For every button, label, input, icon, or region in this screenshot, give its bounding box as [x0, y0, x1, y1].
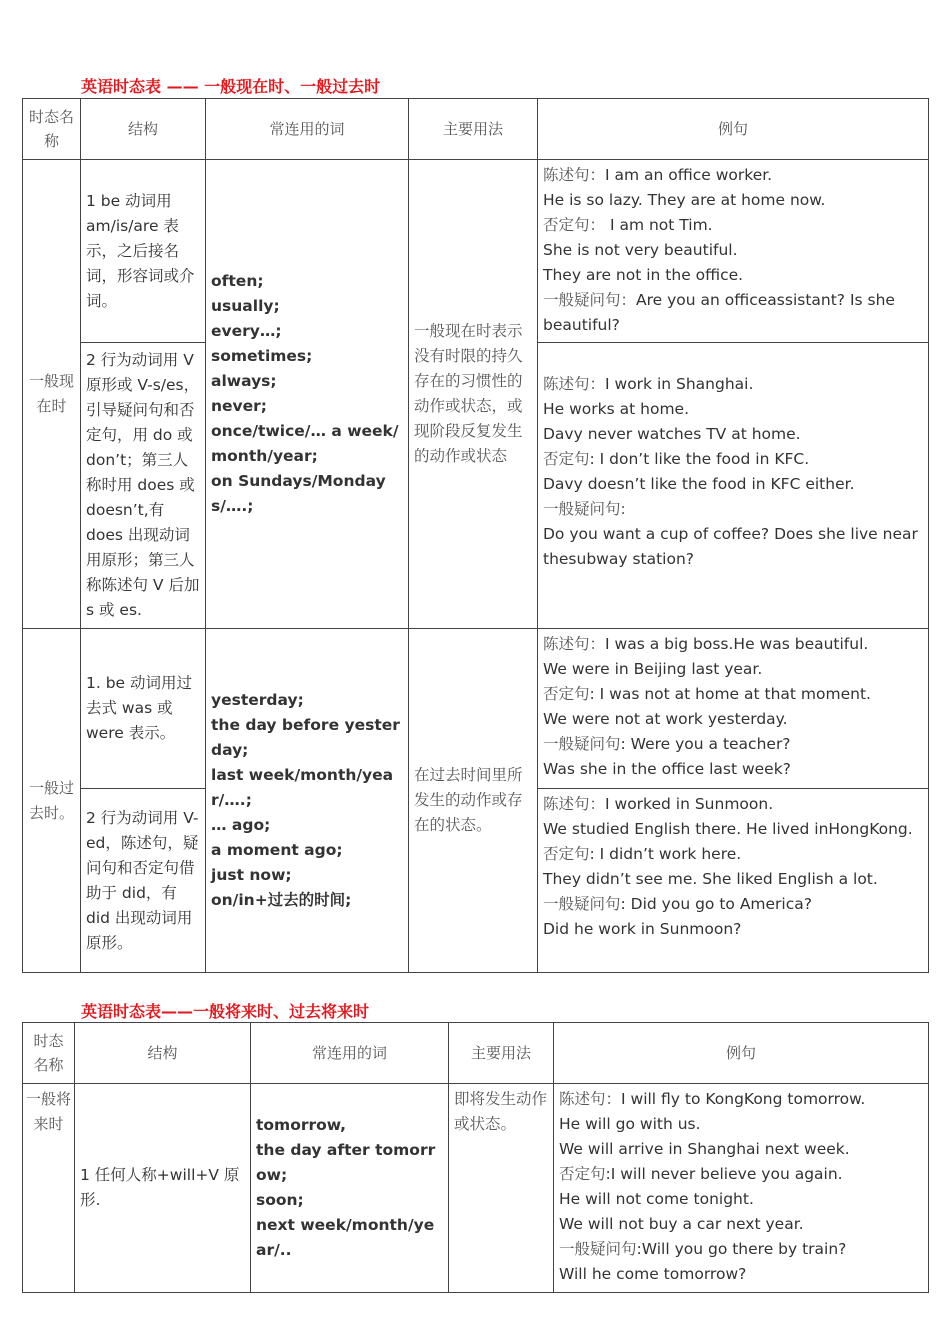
example-line: 陈述句：I worked in Sunmoon.	[543, 795, 774, 813]
example-line: 一般疑问句:Will you go there by train?	[559, 1240, 847, 1258]
usage-future: 即将发生动作或状态。	[449, 1084, 554, 1293]
example-line: We were not at work yesterday.	[543, 710, 788, 728]
word-item: sometimes;	[211, 347, 313, 365]
examples-past-1	[538, 629, 929, 789]
words-present	[206, 160, 409, 629]
word-item: every…;	[211, 322, 282, 340]
word-item: a moment ago;	[211, 841, 343, 859]
example-line: Was she in the office last week?	[543, 760, 791, 778]
header-structure: 结构	[81, 99, 206, 160]
tense-table-1	[22, 98, 929, 973]
example-line: They didn’t see me. She liked English a lot.	[543, 870, 878, 888]
header-examples: 例句	[538, 99, 929, 160]
word-item: tomorrow,	[256, 1116, 347, 1134]
example-line: He works at home.	[543, 400, 690, 418]
example-line: 否定句: I don’t like the food in KFC.	[543, 450, 810, 468]
examples-present-2	[538, 343, 929, 629]
word-item: never;	[211, 397, 268, 415]
table2-title: 英语时态表——一般将来时、过去将来时	[81, 1002, 370, 1021]
header-tense-name: 时态名称	[23, 99, 81, 160]
tense-name-future: 一般将来时	[23, 1084, 75, 1293]
words-past	[206, 629, 409, 973]
examples-future	[554, 1084, 929, 1293]
tense-table-2	[22, 1022, 929, 1293]
structure-past-1: 1. be 动词用过去式 was 或 were 表示。	[81, 629, 206, 789]
word-item: usually;	[211, 297, 280, 315]
table1-title: 英语时态表 —— 一般现在时、一般过去时	[81, 77, 381, 96]
word-item: yesterday;	[211, 691, 304, 709]
example-line: 否定句: I didn’t work here.	[543, 845, 742, 863]
example-line: We studied English there. He lived inHongKong.	[543, 820, 913, 838]
word-item: once/twice/… a week/month/year;	[211, 422, 399, 465]
word-item: just now;	[211, 866, 292, 884]
example-line: He is so lazy. They are at home now.	[543, 191, 826, 209]
example-line: 否定句: I was not at home at that moment.	[543, 685, 871, 703]
examples-present-1	[538, 160, 929, 343]
word-item: next week/month/year/..	[256, 1216, 435, 1259]
word-item: the day after tomorrow;	[256, 1141, 436, 1184]
example-line: Did he work in Sunmoon?	[543, 920, 742, 938]
word-item: always;	[211, 372, 277, 390]
usage-present: 一般现在时表示没有时限的持久存在的习惯性的动作或状态，或现阶段反复发生的动作或状态	[409, 160, 538, 629]
tense-name-present: 一般现在时	[23, 160, 81, 629]
example-line: We will not buy a car next year.	[559, 1215, 804, 1233]
word-item: last week/month/year/….;	[211, 766, 394, 809]
example-line: 一般疑问句：Are you an officeassistant? Is she beautiful?	[543, 291, 895, 334]
structure-future: 1 任何人称+will+V 原形.	[75, 1084, 251, 1293]
example-line: 否定句： I am not Tim.	[543, 216, 713, 234]
example-line: 陈述句：I was a big boss.He was beautiful.	[543, 635, 869, 653]
words-future	[251, 1084, 449, 1293]
header-words: 常连用的词	[206, 99, 409, 160]
word-item: on/in+过去的时间;	[211, 891, 352, 909]
header-usage: 主要用法	[409, 99, 538, 160]
structure-present-1: 1 be 动词用 am/is/are 表示，之后接名词，形容词或介词。	[81, 160, 206, 343]
header-structure: 结构	[75, 1023, 251, 1084]
word-item: often;	[211, 272, 264, 290]
word-item: … ago;	[211, 816, 271, 834]
example-line: They are not in the office.	[543, 266, 744, 284]
example-line: 一般疑问句: Did you go to America?	[543, 895, 812, 913]
example-line: Davy doesn’t like the food in KFC either.	[543, 475, 855, 493]
example-line: Do you want a cup of coffee? Does she live near thesubway station?	[543, 525, 918, 568]
example-line: Will he come tomorrow?	[559, 1265, 747, 1283]
example-line: 否定句:I will never believe you again.	[559, 1165, 843, 1183]
example-line: He will not come tonight.	[559, 1190, 754, 1208]
example-line: She is not very beautiful.	[543, 241, 738, 259]
word-item: soon;	[256, 1191, 304, 1209]
example-line: 一般疑问句:	[543, 500, 626, 518]
structure-past-2: 2 行为动词用 V-ed，陈述句，疑问句和否定句借助于 did，有 did 出现动词用原形。	[81, 789, 206, 973]
word-item: on Sundays/Mondays/….;	[211, 472, 386, 515]
tense-name-past: 一般过去时。	[23, 629, 81, 973]
examples-past-2	[538, 789, 929, 973]
usage-past: 在过去时间里所发生的动作或存在的状态。	[409, 629, 538, 973]
example-line: 陈述句：I will fly to KongKong tomorrow.	[559, 1090, 866, 1108]
header-examples: 例句	[554, 1023, 929, 1084]
structure-present-2: 2 行为动词用 V 原形或 V-s/es，引导疑问句和否定句，用 do 或 don’t；第三人称时用 does 或 doesn’t,有 does 出现动词用原形；第三人称陈述句 V 后加 s 或 es.	[81, 343, 206, 629]
example-line: Davy never watches TV at home.	[543, 425, 801, 443]
header-tense-name: 时态名称	[23, 1023, 75, 1084]
example-line: We were in Beijing last year.	[543, 660, 763, 678]
example-line: We will arrive in Shanghai next week.	[559, 1140, 850, 1158]
example-line: 陈述句：I am an office worker.	[543, 166, 773, 184]
header-usage: 主要用法	[449, 1023, 554, 1084]
header-words: 常连用的词	[251, 1023, 449, 1084]
word-item: the day before yesterday;	[211, 716, 400, 759]
example-line: 一般疑问句: Were you a teacher?	[543, 735, 791, 753]
example-line: 陈述句：I work in Shanghai.	[543, 375, 754, 393]
example-line: He will go with us.	[559, 1115, 701, 1133]
